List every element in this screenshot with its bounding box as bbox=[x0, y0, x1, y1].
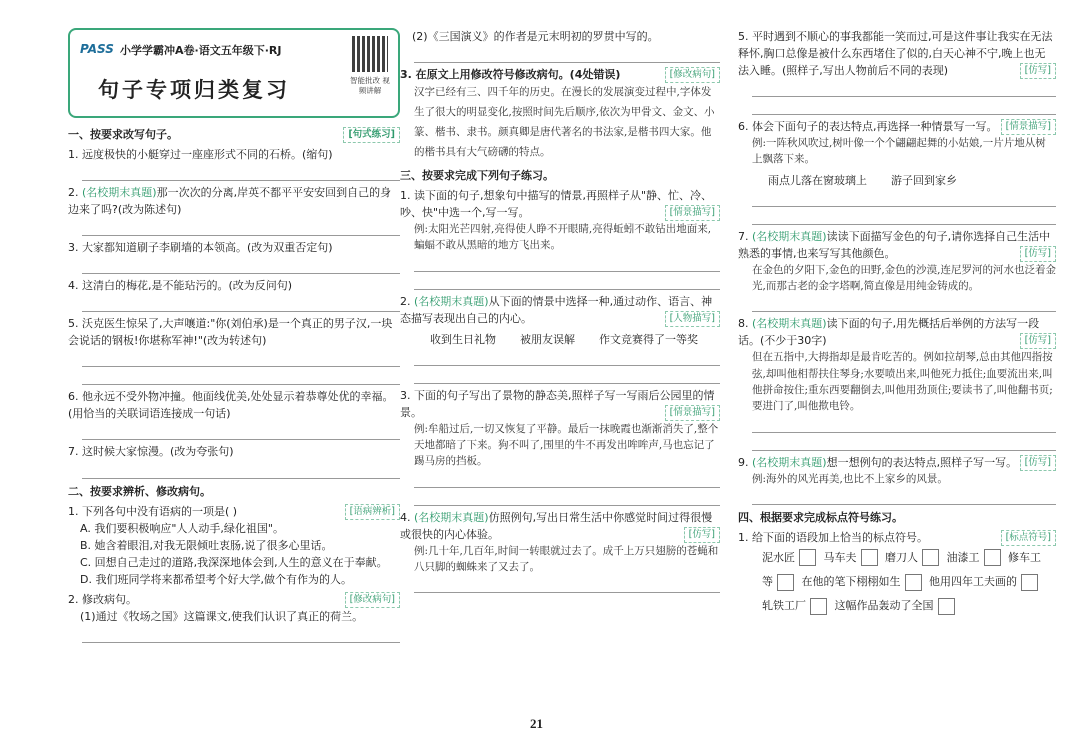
punct-word: 油漆工 bbox=[946, 550, 980, 564]
section-tag: [仿写] bbox=[1020, 246, 1056, 262]
punct-word: 修车工 bbox=[1008, 550, 1041, 564]
answer-line[interactable] bbox=[414, 350, 720, 366]
exam-badge: (名校期末真题) bbox=[752, 317, 827, 331]
exam-badge: (名校期末真题) bbox=[752, 455, 827, 469]
answer-line[interactable] bbox=[414, 274, 720, 290]
punct-word: 这幅作品轰动了全国 bbox=[834, 599, 934, 613]
answer-line[interactable] bbox=[752, 435, 1056, 451]
option-c[interactable]: C. 回想自己走过的道路,我深深地体会到,人生的意义在于奉献。 bbox=[80, 555, 388, 569]
option-a[interactable]: A. 我们要积极响应"人人动手,绿化祖国"。 bbox=[80, 521, 284, 535]
punct-box[interactable] bbox=[861, 549, 878, 566]
question-3 bbox=[400, 66, 720, 83]
choice-item[interactable]: 雨点儿落在窗玻璃上 bbox=[768, 173, 867, 187]
qr-caption: 智能批改 视频讲解 bbox=[350, 76, 390, 95]
question-text: 想一想例句的表达特点,照样子写一写。 bbox=[826, 455, 1018, 469]
page-title: 句子专项归类复习 bbox=[98, 78, 290, 102]
section-tag: [仿写] bbox=[684, 527, 720, 543]
answer-line[interactable] bbox=[82, 627, 400, 643]
section-tag: [仿写] bbox=[1020, 63, 1056, 79]
answer-line[interactable] bbox=[414, 490, 720, 506]
section-2-title: 二、按要求辨析、修改病句。 bbox=[68, 484, 211, 498]
question-text: 5. 平时遇到不顺心的事我都能一笑而过,可是这件事让我实在无法释怀,胸口总像是被什么东西堵住了似的,白天心神不宁,晚上也无法入睡。(照样子,写出人物前后不同的表现) bbox=[738, 30, 1053, 78]
question-2: 2. (名校期末真题)那一次次的分离,岸英不都平平安安回到自己的身边来了吗?(改为陈述句) bbox=[68, 186, 392, 217]
answer-line[interactable] bbox=[82, 296, 400, 312]
answer-line[interactable] bbox=[82, 165, 400, 181]
punct-box[interactable] bbox=[984, 549, 1001, 566]
exam-badge: (名校期末真题) bbox=[82, 186, 157, 200]
answer-line[interactable] bbox=[82, 258, 400, 274]
answer-line[interactable] bbox=[414, 368, 720, 384]
exam-badge: (名校期末真题) bbox=[414, 294, 489, 308]
question-s3-1 bbox=[400, 187, 720, 221]
question-text: 仿照例句,写出日常生活中你感觉时间过得很慢或很快的内心体验。 bbox=[400, 510, 713, 541]
section-heading bbox=[400, 167, 720, 184]
question-1: 1. 远度极快的小艇穿过一座座形式不同的石桥。(缩句) bbox=[68, 148, 333, 162]
question-3: 3. 大家都知道刷子李刷墙的本领高。(改为双重否定句) bbox=[68, 241, 333, 255]
question-text: 2. 修改病句。 bbox=[68, 592, 137, 606]
example-sentence: 例:几十年,几百年,时间一转眼就过去了。成千上万只翅膀的苍蝇和八只脚的蜘蛛来了又去了。 bbox=[414, 544, 719, 573]
section-tag: [情景描写] bbox=[1001, 119, 1056, 135]
section-1-title: 一、按要求改写句子。 bbox=[68, 128, 178, 141]
answer-line[interactable] bbox=[414, 472, 720, 488]
answer-line[interactable] bbox=[82, 351, 400, 367]
example-sentence: 但在五指中,大拇指却是最肯吃苦的。例如拉胡琴,总由其他四指按弦,却叫他相帮扶住琴身;水要喷出来,叫他死力抵住;血要流出来,叫他拼命按住;重东西要翻倒去,叫他用劲顶住;要读书了,叫他翻书页;要进门了,叫他揿电铃。 bbox=[752, 351, 1053, 413]
passage-text: 汉字已经有三、四千年的历史。在漫长的发展演变过程中,字体发生了很大的明显变化,按照时间先后顺序,依次为甲骨文、金文、小篆、楷书、隶书。颜真卿是唐代著名的书法家,是楷书四大家。他的楷书具有大气磅礴的特点。 bbox=[414, 86, 715, 158]
punct-word: 在他的笔下栩栩如生 bbox=[801, 575, 901, 589]
punct-word: 泥水匠 bbox=[762, 550, 795, 564]
answer-line[interactable] bbox=[414, 577, 720, 593]
punct-box[interactable] bbox=[922, 549, 939, 566]
header-subtitle: 小学学霸冲A卷·语文五年级下·RJ bbox=[120, 44, 282, 57]
punct-box[interactable] bbox=[938, 598, 955, 615]
punct-word: 他用四年工夫画的 bbox=[929, 575, 1017, 589]
answer-line[interactable] bbox=[414, 256, 720, 272]
question-text: 6. 体会下面句子的表达特点,再选择一种情景写一写。 bbox=[738, 120, 998, 134]
section-tag: [仿写] bbox=[1020, 333, 1056, 349]
section-tag: [情景描写] bbox=[665, 205, 720, 221]
example-sentence: 例:一阵秋风吹过,树叶像一个个翩翩起舞的小姑娘,一片片地从树上飘落下来。 bbox=[752, 137, 1046, 166]
answer-line[interactable] bbox=[82, 220, 400, 236]
question-6 bbox=[738, 118, 1056, 135]
question-text: 读读下面描写金色的句子,请你选择自己生活中熟悉的事情,也来写写其他颜色。 bbox=[738, 229, 1051, 260]
qr-code-icon[interactable] bbox=[352, 36, 388, 72]
choice-item[interactable]: 被朋友误解 bbox=[520, 332, 575, 346]
answer-line[interactable] bbox=[752, 296, 1056, 312]
punct-box[interactable] bbox=[905, 574, 922, 591]
answer-line[interactable] bbox=[414, 47, 720, 63]
section-tag: [修改病句] bbox=[665, 67, 720, 83]
answer-line[interactable] bbox=[82, 369, 400, 385]
question-7: 7. (名校期末真题)读读下面描写金色的句子,请你选择自己生活中熟悉的事情,也来写写其他颜色。 [仿写] bbox=[738, 228, 1056, 262]
choice-item[interactable]: 作文竞赛得了一等奖 bbox=[599, 332, 698, 346]
section-tag: [标点符号] bbox=[1001, 530, 1056, 546]
section-tag: [情景描写] bbox=[665, 405, 720, 421]
punct-box[interactable] bbox=[777, 574, 794, 591]
choice-item[interactable]: 游子回到家乡 bbox=[891, 173, 957, 187]
question-s3-2: 2. (名校期末真题)从下面的情景中选择一种,通过动作、语言、神态描写表现出自己的内心。 [人物描写] bbox=[400, 293, 720, 327]
question-9: 9. (名校期末真题)想一想例句的表达特点,照样子写一写。 [仿写] bbox=[738, 454, 1056, 471]
scenario-choices bbox=[738, 172, 1056, 189]
answer-line[interactable] bbox=[752, 209, 1056, 225]
example-sentence: 在金色的夕阳下,金色的田野,金色的沙漠,连尼罗河的河水也泛着金光,而那古老的金字塔啊,简直像是用纯金铸成的。 bbox=[752, 263, 1057, 293]
worksheet-header bbox=[68, 28, 400, 118]
answer-line[interactable] bbox=[752, 489, 1056, 505]
answer-line[interactable] bbox=[752, 191, 1056, 207]
punct-box[interactable] bbox=[1021, 574, 1038, 591]
page-number: 21 bbox=[530, 716, 543, 731]
brand-logo: PASS bbox=[80, 42, 114, 56]
sub-question: (2)《三国演义》的作者是元末明初的罗贯中写的。 bbox=[412, 30, 659, 43]
punct-word: 轧铁工厂 bbox=[762, 599, 806, 613]
answer-line[interactable] bbox=[752, 81, 1056, 97]
scenario-choices bbox=[400, 331, 720, 348]
section-tag: [修改病句] bbox=[345, 592, 400, 608]
question-5: 5. 沃克医生惊呆了,大声嚷道:"你(刘伯承)是一个真正的男子汉,一块会说话的钢板!你堪称军神!"(改为转述句) bbox=[68, 317, 393, 348]
question-text: 读下面的句子,用先概括后举例的方法写一段话。(不少于30字) bbox=[738, 317, 1040, 348]
answer-line[interactable] bbox=[752, 99, 1056, 115]
answer-line[interactable] bbox=[82, 463, 400, 479]
middle-column bbox=[400, 28, 720, 595]
left-column bbox=[68, 28, 400, 645]
option-d[interactable]: D. 我们班同学将来都希望考个好大学,做个有作为的人。 bbox=[80, 572, 352, 586]
question-8: 8. (名校期末真题)读下面的句子,用先概括后举例的方法写一段话。(不少于30字) [仿写] bbox=[738, 315, 1056, 349]
question-sec2-1 bbox=[68, 503, 400, 520]
section-heading bbox=[68, 126, 400, 143]
question-s4-1 bbox=[738, 529, 1056, 546]
question-sec2-2 bbox=[68, 591, 400, 608]
section-tag: [语病辨析] bbox=[345, 504, 400, 520]
section-heading bbox=[738, 509, 1056, 526]
punct-word: 磨刀人 bbox=[885, 550, 918, 564]
section-4-title: 四、根据要求完成标点符号练习。 bbox=[738, 510, 903, 524]
punct-word: 马车夫 bbox=[823, 550, 857, 564]
example-sentence: 例:海外的风光再美,也比不上家乡的风景。 bbox=[752, 472, 948, 485]
question-6: 6. 他永远不受外物冲撞。他面线优美,处处显示着恭尊处优的幸福。(用恰当的关联词语连接成一句话) bbox=[68, 390, 394, 421]
section-tag: [句式练习] bbox=[343, 127, 400, 143]
section-3-title: 三、按要求完成下列句子练习。 bbox=[400, 168, 554, 182]
example-sentence: 例:太阳光芒四射,亮得使人睁不开眼睛,亮得蚯蚓不敢钻出地面来,蝙蝠不敢从黑暗的地方飞出来。 bbox=[414, 222, 712, 252]
answer-line[interactable] bbox=[82, 424, 400, 440]
question-text: 1. 给下面的语段加上恰当的标点符号。 bbox=[738, 530, 928, 544]
question-s3-3 bbox=[400, 387, 720, 421]
sub-question: (1)通过《牧场之国》这篇课文,使我们认识了真正的荷兰。 bbox=[80, 609, 364, 623]
question-s3-4: 4. (名校期末真题)仿照例句,写出日常生活中你感觉时间过得很慢或很快的内心体验。 [仿写] bbox=[400, 509, 720, 543]
section-tag: [仿写] bbox=[1020, 455, 1056, 471]
punct-box[interactable] bbox=[810, 598, 827, 615]
question-text: 3. 下面的句子写出了景物的静态美,照样子写一写雨后公园里的情景。 bbox=[400, 388, 715, 419]
question-text: 3. 在原文上用修改符号修改病句。(4处错误) bbox=[400, 68, 621, 82]
punct-word: 等 bbox=[762, 575, 773, 589]
example-sentence: 例:牟船过后,一切又恢复了平静。最后一抹晚霞也渐渐消失了,整个天地都暗了下来。狗不叫了,围里的牛不再发出哞哞声,马也忘记了踢马房的挡板。 bbox=[414, 422, 719, 468]
answer-line[interactable] bbox=[752, 417, 1056, 433]
question-7: 7. 这时候大家惊漫。(改为夸张句) bbox=[68, 445, 234, 459]
choice-item[interactable]: 收到生日礼物 bbox=[430, 332, 496, 346]
question-text: 从下面的情景中选择一种,通过动作、语言、神态描写表现出自己的内心。 bbox=[400, 294, 713, 325]
punct-box[interactable] bbox=[799, 549, 816, 566]
exam-badge: (名校期末真题) bbox=[752, 229, 827, 243]
question-text: 1. 读下面的句子,想象句中描写的情景,再照样子从"静、忙、冷、吵、快"中选一个,写一写。 bbox=[400, 188, 713, 219]
option-b[interactable]: B. 她含着眼泪,对我无限倾吐衷肠,说了很多心里话。 bbox=[80, 538, 333, 552]
question-text: 1. 下列各句中没有语病的一项是( ) bbox=[68, 504, 238, 518]
exam-badge: (名校期末真题) bbox=[414, 510, 489, 524]
section-tag: [人物描写] bbox=[665, 311, 720, 327]
punctuation-exercise bbox=[738, 546, 1056, 619]
question-text: 那一次次的分离,岸英不都平平安安回到自己的身边来了吗?(改为陈述句) bbox=[68, 186, 392, 217]
question-5 bbox=[738, 28, 1056, 79]
right-column bbox=[738, 28, 1056, 619]
section-heading bbox=[68, 483, 400, 500]
question-4: 4. 这清白的梅花,是不能玷污的。(改为反问句) bbox=[68, 279, 293, 293]
